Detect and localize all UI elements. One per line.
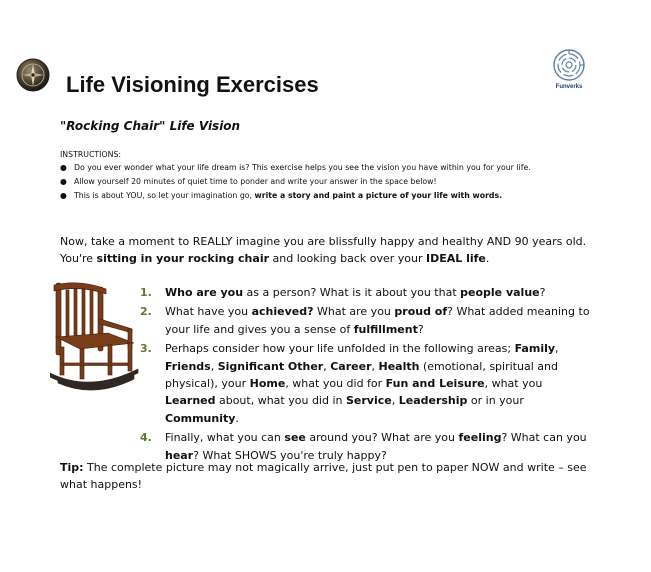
question-number: 4.: [140, 431, 152, 445]
question-number: 2.: [140, 305, 152, 319]
question-keyword: Fun and Leisure: [385, 377, 485, 391]
rocking-chair-image: [50, 281, 140, 391]
question-fragment: , what you did for: [285, 377, 386, 391]
question-fragment: ? What SHOWS you're truly happy?: [193, 448, 387, 462]
instruction-item: ● Do you ever wonder what your life dream is? This exercise helps you see the vision you have within you for your life.: [60, 163, 531, 172]
question-number: 3.: [140, 342, 152, 356]
question-fragment: .: [235, 411, 239, 425]
question-keyword: Community: [165, 411, 236, 425]
question-fragment: (emotional, spiritual and physical), your: [165, 359, 558, 391]
question-text: [165, 431, 587, 461]
question-keyword: feeling: [458, 431, 502, 445]
question-fragment: ? What added meaning to your life and gives you a sense of: [165, 305, 590, 336]
question-fragment: , what you: [484, 377, 543, 391]
section-subtitle: "Rocking Chair" Life Vision: [60, 119, 241, 133]
instructions-list: [60, 162, 600, 204]
question-keyword: fulfillment: [353, 322, 418, 336]
question-fragment: What are you: [313, 305, 395, 319]
question-fragment: about, what you did in: [215, 394, 346, 408]
question-keyword: achieved?: [251, 305, 314, 319]
question-keyword: Health: [378, 359, 420, 373]
question-keyword: Family: [514, 342, 556, 356]
question-fragment: ,: [371, 359, 379, 373]
question-keyword: Career: [330, 359, 372, 373]
question-fragment: ? What can you: [501, 431, 587, 445]
question-keyword: see: [284, 431, 306, 445]
logo-text: Funverks: [555, 84, 583, 90]
bullet-icon: ●: [60, 163, 67, 172]
question-item: [140, 340, 595, 427]
question-text: [165, 342, 559, 425]
question-keyword: people value: [460, 286, 540, 299]
tip-paragraph: [60, 459, 600, 493]
question-fragment: around you? What are you: [305, 431, 459, 445]
page-title: Life Visioning Exercises: [66, 72, 319, 97]
question-keyword: hear: [165, 448, 194, 462]
question-fragment: ?: [539, 286, 546, 299]
question-number: 1.: [140, 286, 152, 299]
bullet-icon: ●: [60, 191, 67, 200]
question-fragment: ?: [417, 322, 424, 336]
question-keyword: proud of: [394, 305, 448, 319]
instruction-item: ● This is about YOU, so let your imagination go, write a story and paint a picture of your life with words.: [60, 191, 503, 200]
question-item: [140, 284, 595, 301]
bullet-icon: ●: [60, 177, 67, 186]
question-fragment: ,: [323, 359, 331, 373]
question-keyword: Learned: [165, 394, 216, 408]
question-keyword: Friends: [165, 359, 211, 373]
instruction-item: ● Allow yourself 20 minutes of quiet time to ponder and write your answer in the space below!: [60, 177, 437, 186]
instructions-heading: INSTRUCTIONS:: [60, 150, 122, 159]
question-keyword: Home: [249, 377, 286, 391]
question-fragment: Perhaps consider how your life unfolded in the following areas;: [165, 342, 515, 356]
tip-text: The complete picture may not magically arrive, just put pen to paper NOW and write – see what happens!: [60, 461, 587, 491]
funverks-logo: [552, 48, 586, 84]
question-keyword: Service: [345, 394, 392, 408]
question-fragment: as a person? What is it about you that: [243, 286, 461, 299]
question-fragment: What have you: [165, 305, 252, 319]
compass-icon: [16, 58, 50, 92]
question-fragment: Finally, what you can: [165, 431, 285, 445]
question-keyword: Who are you: [165, 286, 244, 299]
question-text: [165, 286, 545, 299]
intro-paragraph: Now, take a moment to REALLY imagine you are blissfully happy and healthy AND 90 years old. You're sitting in your rocking chair and looking back over your IDEAL life.: [60, 235, 587, 265]
question-fragment: ,: [391, 394, 399, 408]
tip-label: Tip:: [60, 461, 84, 474]
question-keyword: Significant Other: [217, 359, 324, 373]
question-fragment: ,: [210, 359, 218, 373]
question-text: [165, 305, 590, 335]
question-fragment: or in your: [467, 394, 524, 408]
questions-list: [140, 284, 595, 466]
question-fragment: ,: [555, 342, 559, 356]
question-keyword: Leadership: [398, 394, 468, 408]
question-item: [140, 303, 595, 338]
